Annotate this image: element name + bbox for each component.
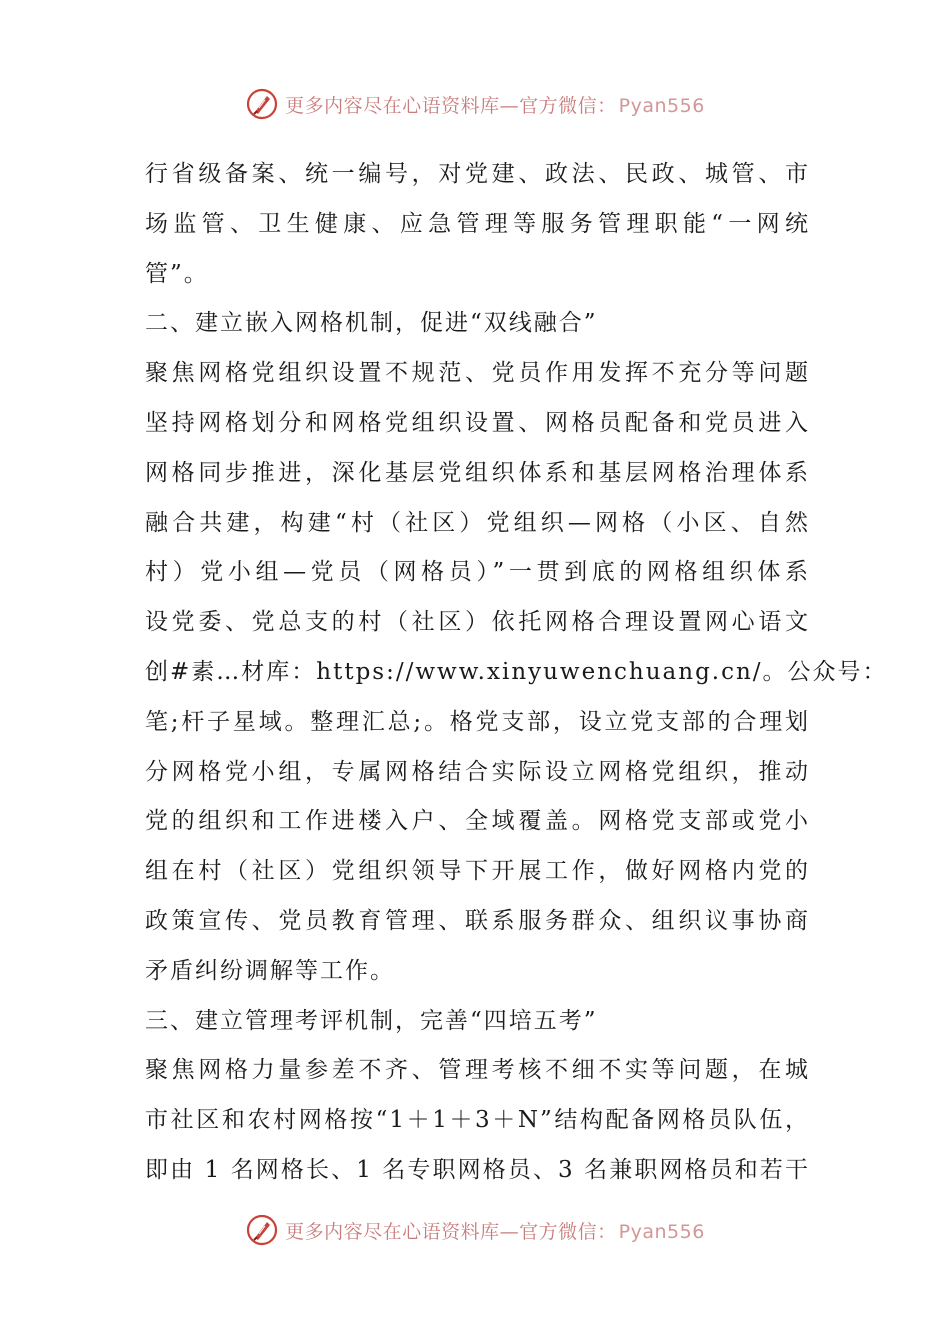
footer-contact: Pyan556	[618, 1220, 705, 1243]
body-line: 笔;杆子星域。整理汇总;。格党支部，设立党支部的合理划	[145, 708, 810, 735]
header-banner	[0, 84, 950, 124]
body-line: 党的组织和工作进楼入户、全域覆盖。网格党支部或党小	[145, 808, 810, 835]
body-line: 融合共建，构建“村（社区）党组织—网格（小区、自然	[145, 509, 810, 536]
body-line: 网格同步推进，深化基层党组织体系和基层网格治理体系	[145, 459, 810, 486]
quill-pen-icon	[245, 87, 279, 121]
body-line: 即由 1 名网格长、1 名专职网格员、3 名兼职网格员和若干	[145, 1156, 810, 1183]
quill-pen-icon	[245, 1213, 279, 1247]
body-line: 市社区和农村网格按“1＋1＋3＋N”结构配备网格员队伍，	[145, 1107, 810, 1134]
body-line: 管”。	[145, 260, 209, 287]
body-line: 矛盾纠纷调解等工作。	[145, 957, 395, 984]
body-line: 坚持网格划分和网格党组织设置、网格员配备和党员进入	[145, 409, 810, 436]
header-banner-text: 更多内容尽在心语资料库—官方微信： Pyan556	[285, 94, 705, 117]
document-body	[145, 150, 888, 1196]
body-line: 行省级备案、统一编号，对党建、政法、民政、城管、市	[145, 161, 810, 187]
footer-banner	[0, 1210, 950, 1250]
body-line: 村）党小组—党员（网格员）”一贯到底的网格组织体系	[145, 559, 810, 586]
body-line: 聚焦网格党组织设置不规范、党员作用发挥不充分等问题	[145, 360, 810, 387]
body-line: 创#素…材库：https://www.xinyuwenchuang.cn/。公众号：	[145, 658, 888, 685]
section-heading: 二、建立嵌入网格机制，促进“双线融合”	[145, 310, 598, 337]
body-line: 场监管、卫生健康、应急管理等服务管理职能“一网统	[145, 210, 810, 237]
section-heading: 三、建立管理考评机制，完善“四培五考”	[145, 1007, 598, 1034]
body-line: 政策宣传、党员教育管理、联系服务群众、组织议事协商	[145, 907, 810, 934]
header-contact: Pyan556	[618, 94, 705, 117]
footer-banner-text: 更多内容尽在心语资料库—官方微信： Pyan556	[285, 1220, 705, 1243]
body-line: 分网格党小组，专属网格结合实际设立网格党组织，推动	[145, 758, 810, 785]
body-line: 组在村（社区）党组织领导下开展工作，做好网格内党的	[145, 858, 810, 885]
body-line: 设党委、党总支的村（社区）依托网格合理设置网心语文	[145, 609, 810, 636]
body-line: 聚焦网格力量参差不齐、管理考核不细不实等问题，在城	[145, 1057, 810, 1084]
